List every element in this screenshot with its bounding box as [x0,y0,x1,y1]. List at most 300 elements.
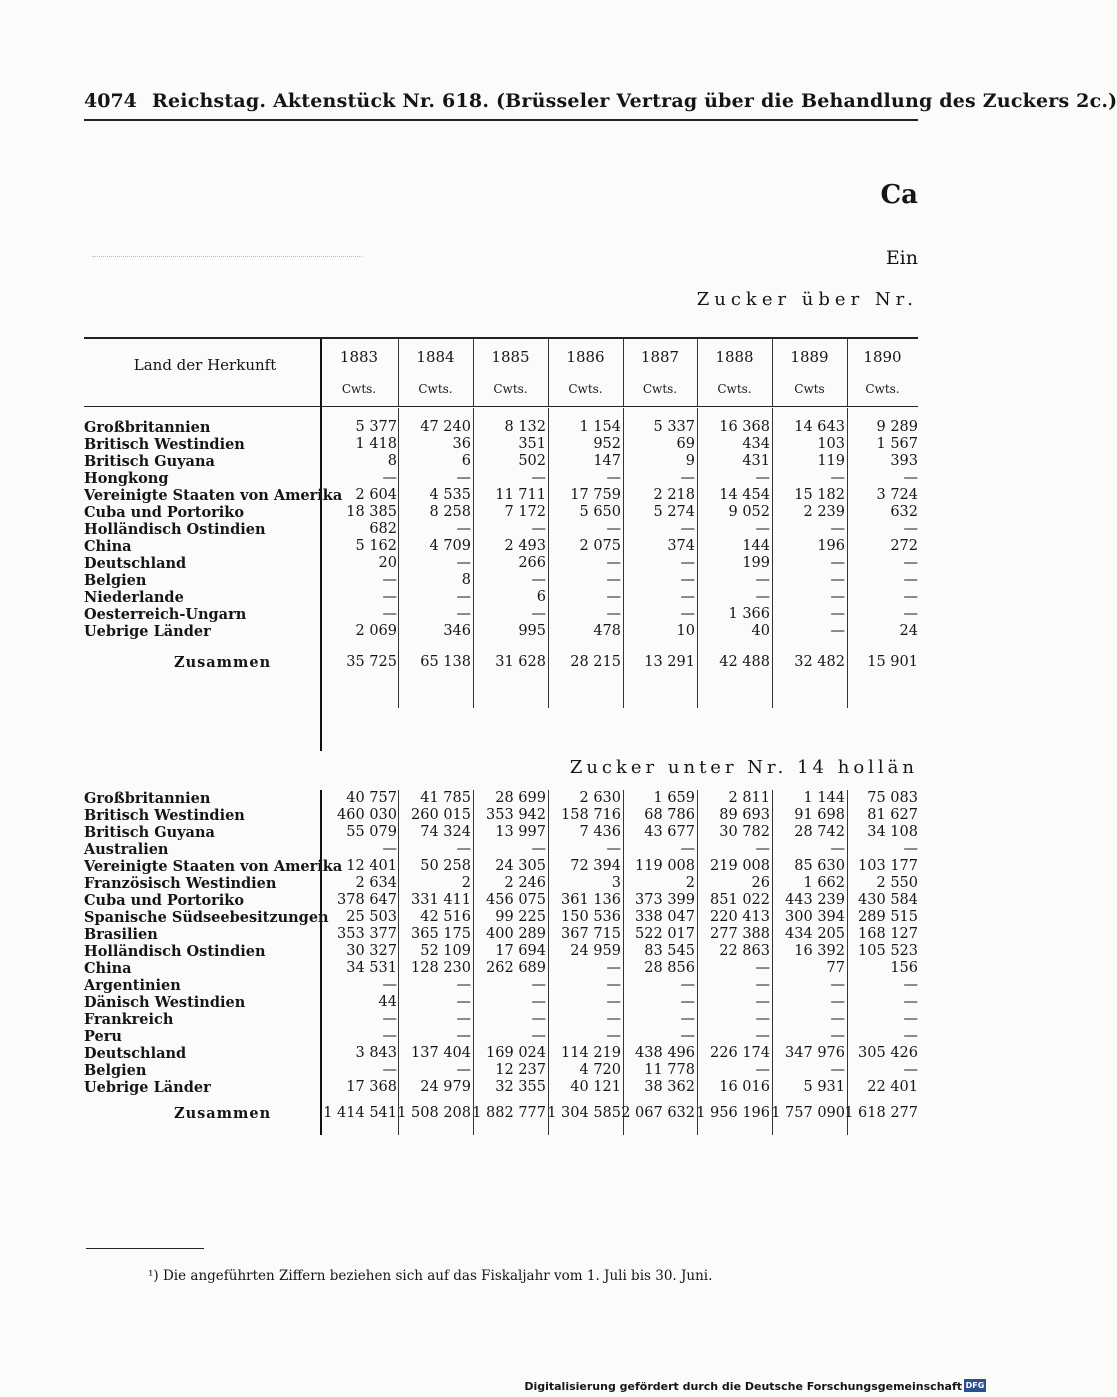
row-label: Hongkong [84,470,169,487]
table-cell: 8 258 [429,504,471,520]
table-cell: 434 [742,436,770,452]
total-cell: 42 488 [719,654,770,670]
table-cell: 2 [461,875,471,891]
table-cell: — [830,623,845,639]
table-cell: — [680,555,695,571]
table-cell: 40 757 [346,790,397,806]
table-cell: 1 659 [653,790,695,806]
table-cell: 40 121 [570,1079,621,1095]
table-row [84,470,918,487]
total-cell: 1 618 277 [844,1105,918,1121]
table-cell: 150 536 [561,909,621,925]
row-label: Holländisch Ostindien [84,943,266,960]
table-cell: 277 388 [710,926,770,942]
total-row [84,1105,918,1122]
table-cell: 22 401 [867,1079,918,1095]
table-cell: 32 355 [495,1079,546,1095]
table-cell: 346 [443,623,471,639]
table-cell: 24 305 [495,858,546,874]
footnote: ¹) Die angeführten Ziffern beziehen sich auf das Fiskaljahr vom 1. Juli bis 30. Juni. [148,1268,713,1284]
table-cell: 305 426 [858,1045,918,1061]
table-cell: — [606,994,621,1010]
table-cell: 30 782 [719,824,770,840]
table-cell: — [830,1062,845,1078]
table-cell: — [606,1011,621,1027]
table-cell: 103 [817,436,845,452]
table-cell: 438 496 [635,1045,695,1061]
table-cell: 41 785 [420,790,471,806]
table-cell: 83 545 [644,943,695,959]
table-cell: — [606,589,621,605]
table-row [84,504,918,521]
table-cell: 119 [817,453,845,469]
table-cell: — [680,572,695,588]
table-cell: 99 225 [495,909,546,925]
table-cell: — [680,470,695,486]
table-cell: 119 008 [635,858,695,874]
table-cell: — [903,606,918,622]
table-cell: — [606,960,621,976]
table-cell: 22 863 [719,943,770,959]
table-cell: 995 [518,623,546,639]
row-label: Belgien [84,1062,147,1079]
table-cell: — [755,1011,770,1027]
total-cell: 1 956 196 [696,1105,770,1121]
table-cell: 44 [378,994,397,1010]
table-cell: 2 069 [355,623,397,639]
table-cell: 128 230 [411,960,471,976]
row-label: Uebrige Länder [84,623,211,640]
year-header: 1884 [416,348,455,366]
table-row [84,841,918,858]
table-row [84,790,918,807]
table-cell: 52 109 [420,943,471,959]
table-cell: 5 337 [653,419,695,435]
table-cell: — [606,572,621,588]
table-cell: 28 742 [794,824,845,840]
table-cell: 16 368 [719,419,770,435]
table-cell: 30 327 [346,943,397,959]
row-label: Britisch Guyana [84,824,215,841]
table-cell: 24 979 [420,1079,471,1095]
table-cell: 77 [826,960,845,976]
year-header: 1887 [640,348,680,366]
table-cell: 24 [899,623,918,639]
row-label: Dänisch Westindien [84,994,246,1011]
unit-label: Cwts. [568,382,603,396]
table-cell: — [456,841,471,857]
column-rule [623,339,624,406]
table-cell: 682 [369,521,397,537]
table-cell: — [531,470,546,486]
table-cell: — [903,977,918,993]
table-cell: 13 997 [495,824,546,840]
table-cell: — [456,1062,471,1078]
table-cell: 1 154 [579,419,621,435]
table-cell: — [830,1011,845,1027]
page-number: 4074 [84,90,137,112]
table-cell: 85 630 [794,858,845,874]
sub-heading: Ein [885,247,918,269]
table-row [84,824,918,841]
table-cell: — [755,572,770,588]
column-rule [320,339,322,406]
unit-label: Cwts. [418,382,453,396]
table-cell: 2 634 [355,875,397,891]
table-cell: 289 515 [858,909,918,925]
unit-label: Cwts. [642,382,678,396]
table-cell: — [755,470,770,486]
table-cell: — [531,977,546,993]
table-cell: 50 258 [420,858,471,874]
table-cell: — [606,977,621,993]
table-cell: 17 368 [346,1079,397,1095]
table-cell: 2 [685,875,695,891]
header-title: Reichstag. Aktenstück Nr. 618. (Brüsseler Vertrag über die Behandlung des Zuckers 2c.) [152,90,1117,112]
table-cell: — [456,606,471,622]
table-cell: — [903,470,918,486]
table-cell: — [755,521,770,537]
column-rule [697,339,698,406]
table-cell: 156 [890,960,918,976]
table-cell: 144 [742,538,770,554]
table-cell: 300 394 [785,909,845,925]
table-cell: — [903,1062,918,1078]
table-cell: 8 [461,572,471,588]
table-cell: — [755,994,770,1010]
row-label: Holländisch Ostindien [84,521,266,538]
table-cell: 72 394 [570,858,621,874]
total-cell: 65 138 [420,654,471,670]
table-cell: 34 531 [346,960,397,976]
table-row [84,538,918,555]
table-cell: 2 246 [504,875,546,891]
column-header-land: Land der Herkunft [133,356,277,374]
table-cell: — [755,960,770,976]
table-row [84,1045,918,1062]
table-row [84,875,918,892]
table-row [84,1079,918,1096]
table-cell: 522 017 [635,926,695,942]
table-row [84,926,918,943]
unit-label: Cwts [794,382,825,396]
table-cell: 14 454 [719,487,770,503]
table-cell: 28 856 [644,960,695,976]
table-cell: 1 418 [355,436,397,452]
table-cell: — [903,589,918,605]
section2-title: Zucker unter Nr. 14 hollän [569,757,918,778]
table-cell: — [531,841,546,857]
column-rule [772,339,773,406]
table-cell: — [755,1062,770,1078]
table-cell: 3 724 [876,487,918,503]
table-cell: 400 289 [486,926,546,942]
table-cell: 17 759 [570,487,621,503]
table-cell: 5 162 [355,538,397,554]
table-cell: — [606,470,621,486]
table-row [84,943,918,960]
year-header: 1883 [339,348,379,366]
table-cell: 103 177 [858,858,918,874]
column-rule [473,339,474,406]
table-cell: — [382,1028,397,1044]
table-row [84,606,918,623]
section1-title: Zucker über Nr. [696,289,918,310]
table-cell: — [830,994,845,1010]
table-cell: 81 627 [867,807,918,823]
year-header: 1885 [491,348,530,366]
table-cell: 20 [378,555,397,571]
table-cell: 4 709 [429,538,471,554]
table-cell: 502 [518,453,546,469]
table-cell: 9 052 [728,504,770,520]
table-cell: 5 650 [579,504,621,520]
total-label: Zusammen [174,654,272,671]
table-cell: 9 289 [876,419,918,435]
table-cell: 378 647 [337,892,397,908]
table-cell: 4 720 [579,1062,621,1078]
table-cell: 38 362 [644,1079,695,1095]
unit-label: Cwts. [717,382,752,396]
table-cell: 347 976 [785,1045,845,1061]
table-cell: 36 [452,436,471,452]
table-cell: — [606,1028,621,1044]
table-cell: 16 392 [794,943,845,959]
table-cell: — [903,841,918,857]
table-cell: — [755,1028,770,1044]
table-cell: — [606,606,621,622]
table-cell: 361 136 [561,892,621,908]
row-label: Australien [84,841,169,858]
table-cell: — [903,1011,918,1027]
table-cell: 365 175 [411,926,471,942]
row-label: China [84,538,132,555]
table-cell: 1 144 [803,790,845,806]
table-cell: 434 205 [785,926,845,942]
running-header [84,90,1117,116]
table-cell: 168 127 [858,926,918,942]
table-cell: 137 404 [411,1045,471,1061]
table-cell: 89 693 [719,807,770,823]
dfg-logo: DFG [965,1381,985,1390]
total-row [84,654,918,671]
table-cell: 353 377 [337,926,397,942]
table-cell: — [680,994,695,1010]
table-row [84,807,918,824]
row-label: Britisch Westindien [84,436,245,453]
year-header: 1886 [566,348,605,366]
total-cell: 1 508 208 [397,1105,471,1121]
year-header: 1889 [790,348,829,366]
table-cell: 632 [890,504,918,520]
row-label: Britisch Guyana [84,453,215,470]
table-cell: 460 030 [337,807,397,823]
row-label: Großbritannien [84,419,211,436]
table-cell: 3 [611,875,621,891]
table-cell: 5 931 [803,1079,845,1095]
row-label: Frankreich [84,1011,174,1028]
table-cell: 18 385 [346,504,397,520]
year-header: 1890 [863,348,902,366]
table-cell: 14 643 [794,419,845,435]
row-label: Vereinigte Staaten von Amerika [84,487,343,504]
table-row [84,1028,918,1045]
table-cell: — [531,606,546,622]
total-cell: 31 628 [495,654,546,670]
unit-label: Cwts. [341,382,377,396]
table-cell: 2 811 [728,790,770,806]
table-cell: 367 715 [561,926,621,942]
table-cell: — [755,977,770,993]
table-cell: — [680,1011,695,1027]
table-cell: 5 274 [653,504,695,520]
total-cell: 35 725 [346,654,397,670]
table-cell: 34 108 [867,824,918,840]
table-row [84,994,918,1011]
table-row [84,1011,918,1028]
table-cell: 374 [667,538,695,554]
row-label: Uebrige Länder [84,1079,211,1096]
table-cell: — [830,841,845,857]
row-label: Niederlande [84,589,184,606]
unit-label: Cwts. [865,382,900,396]
table-cell: 6 [536,589,546,605]
table-cell: 1 662 [803,875,845,891]
table-cell: — [531,1011,546,1027]
total-cell: 1 757 090 [771,1105,845,1121]
table-cell: 169 024 [486,1045,546,1061]
table-cell: — [830,589,845,605]
table-cell: 196 [817,538,845,554]
table-cell: — [382,589,397,605]
table-cell: 10 [676,623,695,639]
total-cell: 32 482 [794,654,845,670]
table-cell: — [680,589,695,605]
table-cell: — [903,555,918,571]
row-label: Vereinigte Staaten von Amerika [84,858,343,875]
table-cell: 9 [685,453,695,469]
table-cell: — [382,841,397,857]
table-cell: 272 [890,538,918,554]
row-label: Cuba und Portoriko [84,892,244,909]
table-cell: 226 174 [710,1045,770,1061]
year-header: 1888 [715,348,754,366]
table-cell: 952 [593,436,621,452]
digitization-credit: Digitalisierung gefördert durch die Deutsche Forschungsgemeinschaft [524,1380,962,1393]
table-cell: 16 016 [719,1079,770,1095]
table-row [84,977,918,994]
table-cell: — [456,521,471,537]
table-cell: — [680,521,695,537]
table-cell: 351 [518,436,546,452]
table-row [84,892,918,909]
table-cell: 43 677 [644,824,695,840]
table-cell: — [830,521,845,537]
table-cell: — [830,470,845,486]
table-cell: 114 219 [561,1045,621,1061]
table-cell: 8 [387,453,397,469]
corner-heading: Ca [880,180,918,210]
table-cell: — [531,994,546,1010]
table-cell: — [456,589,471,605]
table-cell: — [531,521,546,537]
table-cell: — [830,555,845,571]
table-cell: 105 523 [858,943,918,959]
footnote-rule [86,1248,204,1249]
table-cell: — [456,1028,471,1044]
table-cell: — [382,977,397,993]
table-cell: 8 132 [504,419,546,435]
total-cell: 13 291 [644,654,695,670]
table-cell: 68 786 [644,807,695,823]
table-cell: — [830,977,845,993]
table-row [84,521,918,538]
table-cell: — [680,1028,695,1044]
table-row [84,419,918,436]
table-row [84,436,918,453]
table-cell: 199 [742,555,770,571]
table-cell: 24 959 [570,943,621,959]
table-cell: — [456,1011,471,1027]
row-label: Oesterreich-Ungarn [84,606,247,623]
table-cell: 393 [890,453,918,469]
table-row [84,858,918,875]
table-row [84,1062,918,1079]
table-cell: 431 [742,453,770,469]
table-cell: — [606,841,621,857]
table-row [84,589,918,606]
total-cell: 2 067 632 [621,1105,695,1121]
table-cell: 26 [751,875,770,891]
row-label: Großbritannien [84,790,211,807]
row-label: China [84,960,132,977]
table-cell: — [680,977,695,993]
table-cell: 2 604 [355,487,397,503]
table-cell: — [456,977,471,993]
total-label: Zusammen [174,1105,272,1122]
column-rule [847,339,848,406]
table-cell: — [606,521,621,537]
table-cell: — [903,1028,918,1044]
table-row [84,960,918,977]
table-cell: — [382,1062,397,1078]
row-label: Französisch Westindien [84,875,277,892]
table-cell: 443 239 [785,892,845,908]
table-cell: 266 [518,555,546,571]
table-top-rule [84,337,918,339]
table-cell: 7 172 [504,504,546,520]
table-cell: — [382,470,397,486]
table-cell: 42 516 [420,909,471,925]
column-rule [548,339,549,406]
total-cell: 1 304 585 [547,1105,621,1121]
table-cell: 55 079 [346,824,397,840]
table-cell: 28 699 [495,790,546,806]
table-cell: 6 [461,453,471,469]
table-cell: 2 218 [653,487,695,503]
total-cell: 1 414 541 [323,1105,397,1121]
table-cell: — [755,841,770,857]
table-cell: 12 401 [346,858,397,874]
table-cell: 25 503 [346,909,397,925]
table-cell: — [531,1028,546,1044]
table-cell: — [903,994,918,1010]
table-row [84,909,918,926]
table-cell: 75 083 [867,790,918,806]
table-cell: — [680,606,695,622]
table-cell: 2 550 [876,875,918,891]
table-row [84,555,918,572]
